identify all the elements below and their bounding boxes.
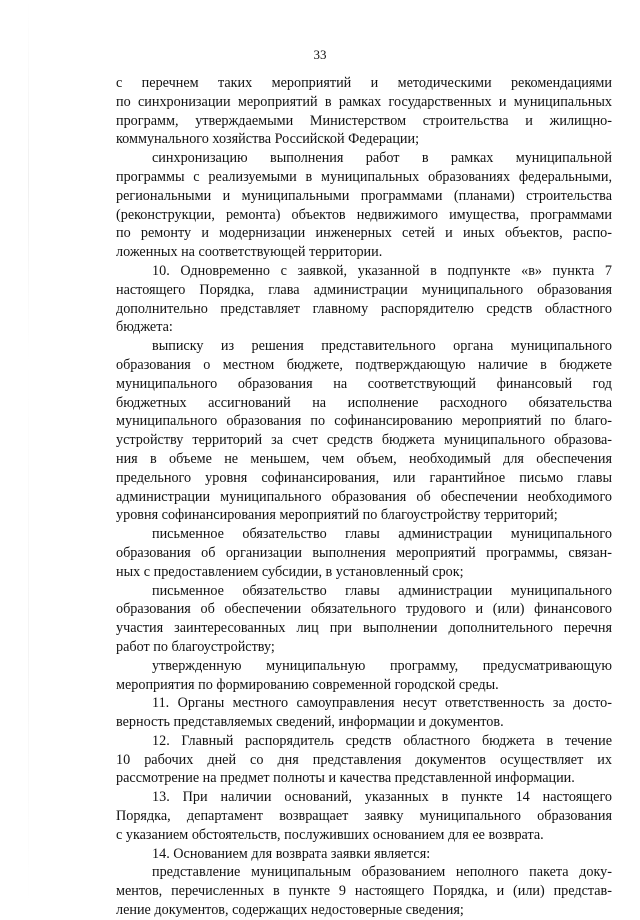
text-line: администрации муниципального образования об обеспечении необходимого bbox=[116, 488, 612, 505]
paragraph bbox=[116, 74, 612, 149]
text-line: участия заинтересованных лиц при выполнении дополнительного перечня bbox=[116, 620, 612, 637]
paragraph bbox=[116, 262, 612, 337]
text-line: 10. Одновременно с заявкой, указанной в подпункте «в» пункта 7 bbox=[152, 262, 612, 279]
text-line: верность представляемых сведений, информации и документов. bbox=[116, 714, 504, 731]
text-line: муниципального образования на соответствующий финансовый год bbox=[116, 375, 612, 392]
text-line: образования об обеспечении обязательного трудового и (или) финансового bbox=[116, 601, 612, 618]
paragraph bbox=[116, 732, 612, 788]
text-line: Порядка, департамент возвращает заявку муниципального образования bbox=[116, 808, 612, 825]
text-line: утвержденную муниципальную программу, предусматривающую bbox=[152, 657, 612, 674]
text-line: 14. Основанием для возврата заявки является: bbox=[152, 845, 431, 862]
paragraph bbox=[116, 694, 612, 732]
text-line: настоящего Порядка, глава администрации муниципального образования bbox=[116, 281, 612, 298]
text-line: ния в объеме не меньшем, чем объем, необходимый для обеспечения bbox=[116, 450, 612, 467]
text-line: ложенных на соответствующей территории. bbox=[116, 244, 383, 261]
page-number: 33 bbox=[313, 47, 327, 62]
scan-margin-shadow bbox=[28, 0, 29, 905]
text-line: 10 рабочих дней со дня представления документов осуществляет их bbox=[116, 751, 612, 768]
text-line: ление документов, содержащих недостоверные сведения; bbox=[116, 902, 464, 919]
text-line: письменное обязательство главы администрации муниципального bbox=[152, 526, 612, 543]
paragraph bbox=[116, 149, 612, 262]
text-line: синхронизацию выполнения работ в рамках муниципальной bbox=[152, 150, 612, 167]
text-line: бюджетных ассигнований на исполнение расходного обязательства bbox=[116, 394, 612, 411]
text-line: программ, утверждаемыми Министерством строительства и жилищно- bbox=[116, 112, 612, 129]
text-line: предельного уровня софинансирования, или гарантийное письмо главы bbox=[116, 469, 612, 486]
text-line: программы с реализуемыми в муниципальных образованиях федеральными, bbox=[116, 168, 612, 185]
text-line: мероприятия по формированию современной городской среды. bbox=[116, 676, 499, 693]
text-line: с указанием обстоятельств, послуживших основанием для ее возврата. bbox=[116, 826, 544, 843]
paragraph bbox=[116, 582, 612, 657]
text-line: представление муниципальным образованием неполного пакета доку- bbox=[152, 864, 612, 881]
text-line: ментов, перечисленных в пункте 9 настоящего Порядка, и (или) представ- bbox=[116, 883, 612, 900]
paragraph bbox=[116, 788, 612, 844]
text-line: 13. При наличии оснований, указанных в пункте 14 настоящего bbox=[152, 789, 612, 806]
text-line: дополнительно представляет главному распорядителю средств областного bbox=[116, 300, 612, 317]
text-line: региональными и муниципальными программами (планами) строительства bbox=[116, 187, 612, 204]
text-line: образования об организации выполнения мероприятий программы, связан- bbox=[116, 544, 612, 561]
text-line: работ по благоустройству; bbox=[116, 638, 275, 655]
text-line: выписку из решения представительного органа муниципального bbox=[152, 338, 612, 355]
text-line: по синхронизации мероприятий в рамках государственных и муниципальных bbox=[116, 93, 612, 110]
paragraph bbox=[116, 863, 612, 919]
text-line: (реконструкции, ремонта) объектов недвижимого имущества, программами bbox=[116, 206, 612, 223]
text-line: образования о местном бюджете, подтверждающую наличие в бюджете bbox=[116, 356, 612, 373]
text-line: письменное обязательство главы администрации муниципального bbox=[152, 582, 612, 599]
text-line: 12. Главный распорядитель средств областного бюджета в течение bbox=[152, 732, 612, 749]
text-line: коммунального хозяйства Российской Федерации; bbox=[116, 131, 420, 148]
text-line: с перечнем таких мероприятий и методическими рекомендациями bbox=[116, 75, 612, 91]
paragraph bbox=[116, 525, 612, 581]
text-line: рассмотрение на предмет полноты и качества представленной информации. bbox=[116, 770, 575, 787]
text-line: 11. Органы местного самоуправления несут ответственность за досто- bbox=[152, 695, 612, 712]
text-line: ных с предоставлением субсидии, в установленный срок; bbox=[116, 563, 464, 580]
paragraph bbox=[116, 337, 612, 525]
document-body bbox=[116, 74, 612, 920]
paragraph bbox=[116, 845, 612, 864]
paragraph bbox=[116, 657, 612, 695]
text-line: уровня софинансирования мероприятий по благоустройству территорий; bbox=[116, 507, 558, 524]
text-line: устройству территорий за счет средств бюджета муниципального образова- bbox=[116, 432, 612, 449]
text-line: бюджета: bbox=[116, 319, 173, 336]
text-line: по ремонту и модернизации инженерных сетей и иных объектов, распо- bbox=[116, 225, 612, 242]
text-line: муниципального образования по софинансированию мероприятий по благо- bbox=[116, 413, 612, 430]
